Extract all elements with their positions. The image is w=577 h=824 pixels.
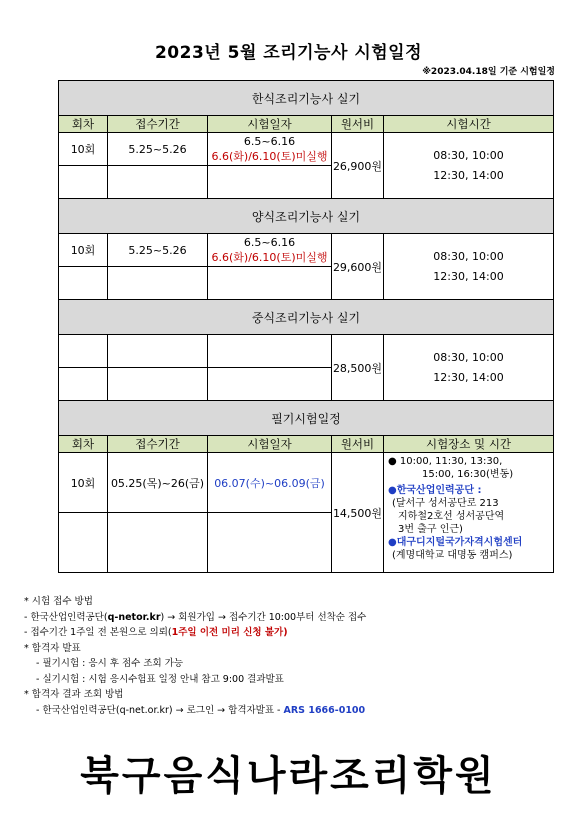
chinese-time-line-2: 12:30, 14:00 [433, 370, 504, 384]
venue-place-1-addr-1: (달서구 성서공단로 213 [392, 498, 499, 509]
ars-phone: ARS 1666-0100 [283, 704, 366, 716]
note-line: * 합격자 발표 [24, 642, 81, 654]
note-warning: 1주일 이전 미리 신청 불가 [171, 627, 284, 638]
empty-cell [59, 335, 108, 368]
empty-cell [108, 368, 208, 401]
korean-period: 5.25~5.26 [108, 133, 208, 166]
note-line: * 합격자 결과 조회 방법 [24, 689, 124, 700]
written-period: 05.25(목)~26(금) [108, 453, 208, 513]
venue-place-2-name: ●대구디지털국가자격시험센터 [388, 537, 523, 548]
western-date-range: 6.5~6.16 [243, 235, 296, 249]
western-time-line-2: 12:30, 14:00 [433, 269, 504, 283]
korean-fee: 26,900원 [332, 133, 384, 199]
header-exam-date: 시험일자 [208, 436, 332, 453]
chinese-fee: 28,500원 [332, 335, 384, 401]
empty-cell [208, 335, 332, 368]
empty-cell [108, 335, 208, 368]
header-fee: 원서비 [332, 436, 384, 453]
note-text: - 한국산업인력공단(q-net.or.kr) → 로그인 → 합격자발표 - [36, 704, 284, 716]
korean-date-range: 6.5~6.16 [243, 134, 296, 148]
venue-times-line-2: 15:00, 16:30(변동) [422, 469, 514, 480]
empty-cell [108, 267, 208, 300]
empty-cell [208, 368, 332, 401]
header-exam-date: 시험일자 [208, 116, 332, 133]
written-venue-times [384, 453, 554, 573]
note-line: - 필기시험 : 응시 후 점수 조회 가능 [36, 658, 184, 669]
qnet-link[interactable]: q-netor.kr [107, 611, 161, 623]
header-round: 회차 [59, 116, 108, 133]
venue-place-1-addr-2: 지하철2호선 성서공단역 [398, 511, 505, 522]
note-text: ) [283, 627, 288, 638]
section-korean-title: 한식조리기능사 실기 [59, 81, 554, 116]
academy-name: 북구음식나라조리학원 [80, 753, 497, 799]
header-exam-time: 시험시간 [384, 116, 554, 133]
basis-date-note: ※2023.04.18일 기준 시험일정 [422, 67, 555, 77]
notes-block [24, 594, 366, 718]
written-exam-date: 06.07(수)~06.09(금) [208, 453, 332, 513]
chinese-exam-times [384, 335, 554, 401]
empty-cell [59, 267, 108, 300]
western-exam-times [384, 234, 554, 300]
written-fee: 14,500원 [332, 453, 384, 573]
venue-times-line-1: ● 10:00, 11:30, 13:30, [388, 456, 503, 467]
empty-cell [208, 267, 332, 300]
venue-place-1-addr-3: 3번 출구 인근) [398, 524, 463, 535]
venue-place-2-addr: (계명대학교 대명동 캠퍼스) [392, 550, 513, 561]
korean-exam-date [208, 133, 332, 166]
header-venue-time: 시험장소 및 시간 [384, 436, 554, 453]
page-title: 2023년 5월 조리기능사 시험일정 [154, 43, 423, 63]
western-exam-date [208, 234, 332, 267]
section-written-title: 필기시험일정 [59, 401, 554, 436]
empty-cell [59, 513, 108, 573]
section-chinese-title: 중식조리기능사 실기 [59, 300, 554, 335]
korean-time-line-1: 08:30, 10:00 [433, 148, 504, 162]
empty-cell [108, 166, 208, 199]
header-period: 접수기간 [108, 116, 208, 133]
western-fee: 29,600원 [332, 234, 384, 300]
western-date-note: 6.6(화)/6.10(토)미실행 [211, 250, 328, 264]
note-text: - 한국산업인력공단( [24, 611, 108, 623]
empty-cell [108, 513, 208, 573]
exam-schedule-table [58, 80, 554, 573]
section-western-title: 양식조리기능사 실기 [59, 199, 554, 234]
korean-round: 10회 [59, 133, 108, 166]
note-line: * 시험 접수 방법 [24, 596, 93, 607]
venue-place-1-name: ●한국산업인력공단 : [388, 485, 482, 496]
note-line: - 실기시험 : 시험 응시수험표 일정 안내 참고 9:00 결과발표 [36, 673, 284, 685]
note-line [24, 625, 366, 641]
written-round: 10회 [59, 453, 108, 513]
note-text: ) → 회원가입 → 접수기간 10:00부터 선착순 접수 [160, 611, 367, 623]
note-line [24, 610, 366, 626]
header-round: 회차 [59, 436, 108, 453]
empty-cell [59, 368, 108, 401]
western-period: 5.25~5.26 [108, 234, 208, 267]
empty-cell [208, 166, 332, 199]
korean-date-note: 6.6(화)/6.10(토)미실행 [211, 149, 328, 163]
korean-exam-times [384, 133, 554, 199]
empty-cell [208, 513, 332, 573]
note-line [24, 703, 366, 719]
header-period: 접수기간 [108, 436, 208, 453]
western-time-line-1: 08:30, 10:00 [433, 249, 504, 263]
note-text: - 접수기간 1주일 전 본원으로 의뢰( [24, 627, 172, 638]
empty-cell [59, 166, 108, 199]
western-round: 10회 [59, 234, 108, 267]
korean-time-line-2: 12:30, 14:00 [433, 168, 504, 182]
header-fee: 원서비 [332, 116, 384, 133]
chinese-time-line-1: 08:30, 10:00 [433, 350, 504, 364]
